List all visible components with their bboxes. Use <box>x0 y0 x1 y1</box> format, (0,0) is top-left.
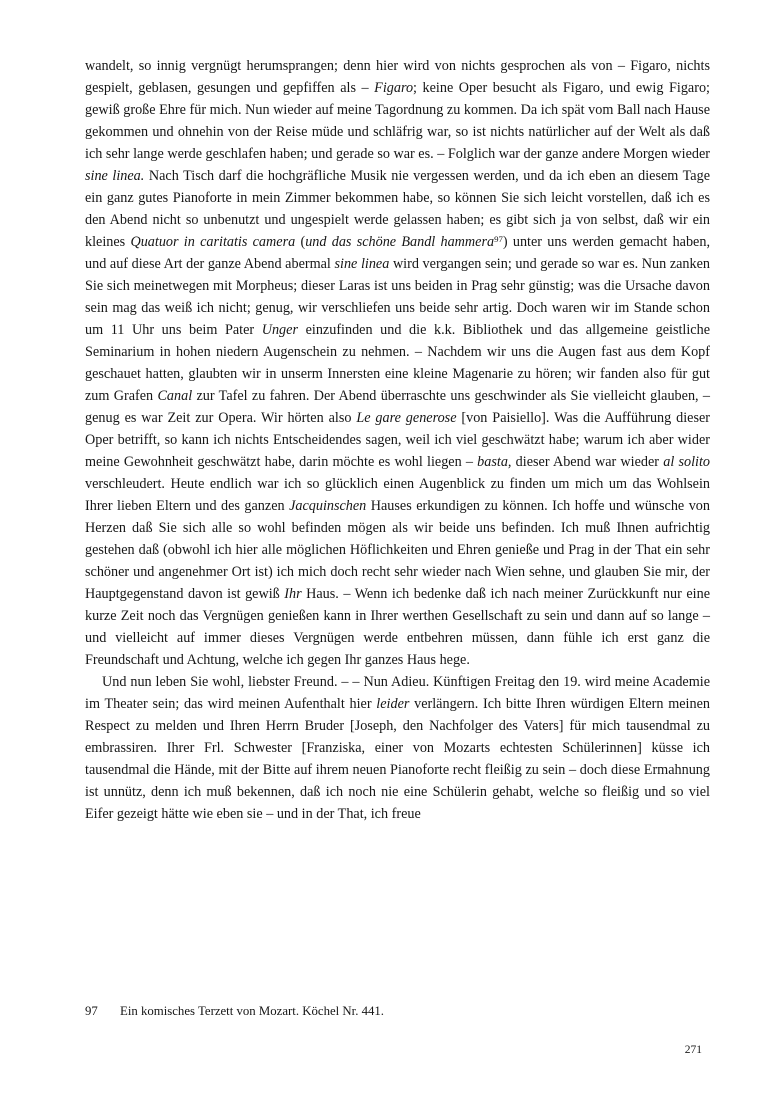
text-run-italic: Le gare generose <box>356 410 457 426</box>
text-run: dieser Abend war wieder <box>511 454 664 470</box>
letter-paragraph <box>85 671 710 825</box>
text-run-italic: leider <box>376 696 410 712</box>
text-run: verschleudert. Heute endlich war ich so glücklich einen Augenblick zu finden um mich um das Wohlsein Ihrer lieben Eltern und des ganzen <box>85 476 710 514</box>
text-run: wird vergangen sein; und gerade so war es. Nun zanken Sie sich meinetwegen mit Morpheus; dieser Laras ist uns beiden in Prag sehr günstig; was die Ursache davon sein mag das weiß ich nicht; genug, wir verschliefen uns beide sehr artig. Doch waren wir im Stande schon um 11 Uhr uns beim Pater <box>85 256 710 338</box>
text-run: Nach Tisch darf die hochgräfliche Musik nie vergessen werden, und da ich eben an diesem Tage ein ganz gutes Pianoforte in mein Zimmer bekommen habe, so können Sie sich leicht vorstellen, daß ich es den Abend nicht so unbenutzt und ungespielt werde gelassen haben; es gibt sich ja von selbst, daß wir ein kleines <box>85 168 710 250</box>
text-run: einzufinden und die k.k. Bibliothek und das allgemeine geistliche Seminarium in hohen niedern Augenschein zu nehmen. – Nachdem wir uns die Augen fast aus dem Kopf geschauet hatten, glaubten wir in unserm Innersten eine kleine Magenarie zu hören; wir fanden also für gut zum Grafen <box>85 322 710 404</box>
text-run-italic: basta, <box>477 454 512 470</box>
text-run: Haus. – Wenn ich bedenke daß ich nach meiner Zurückkunft nur eine kurze Zeit noch das Vergnügen genießen kann in Ihrer werthen Gesellschaft zu sein und dann auf so lange – und vielleicht auf immer dieses Vergnügen werde entbehren müssen, dann fühle ich erst ganz die Freundschaft und Achtung, welche ich gegen Ihr ganzes Haus hege. <box>85 586 710 668</box>
text-run: ) unter uns werden gemacht haben, und auf diese Art der ganze Abend abermal <box>85 234 710 272</box>
text-run: Hauses erkundigen zu können. Ich hoffe und wünsche von Herzen daß Sie sich alle so wohl befinden mögen als wir beide uns befinden. Ich muß Ihnen aufrichtig gestehen daß (obwohl ich hier alle möglichen Höflichkeiten und Ehren genieße und Prag in der That ein sehr schöner und angenehmer Ort ist) ich mich doch recht sehr wieder nach Wien sehne, und glauben Sie mir, der Hauptgegenstand davon ist gewiß <box>85 498 710 602</box>
text-run: ( <box>295 234 306 250</box>
text-run-italic: sine linea. <box>85 168 145 184</box>
text-run-italic: Jacquinschen <box>289 498 367 514</box>
page-number: 271 <box>684 1044 702 1056</box>
letter-paragraph <box>85 55 710 671</box>
text-run-italic: al solito <box>663 454 710 470</box>
text-run: Und nun leben Sie wohl, liebster Freund. – – Nun Adieu. Künftigen Freitag den 19. wird meine Academie im Theater sein; das wird meinen Aufenthalt hier <box>85 674 710 712</box>
text-run-italic: Canal <box>157 388 193 404</box>
footnote-reference: 97 <box>494 233 503 244</box>
text-run-italic: und das schöne Bandl hammera <box>305 234 495 250</box>
text-run: [von Paisiello]. Was die Aufführung dieser Oper betrifft, so kann ich nichts Entscheidendes sagen, weil ich viel geschwätzt habe; warum ich aber wider meine Gewohnheit geschwätzt habe, darin möchte es wohl liegen – <box>85 410 710 470</box>
footnote-marker: 97 <box>85 1004 98 1018</box>
footnote <box>85 1003 710 1020</box>
letter-body <box>85 55 710 825</box>
text-run: wandelt, so innig vergnügt herumsprangen; denn hier wird von nichts gesprochen als von – Figaro, nichts gespielt, geblasen, gesungen und gepfiffen als – <box>85 58 710 96</box>
text-run: ; keine Oper besucht als Figaro, und ewig Figaro; gewiß große Ehre für mich. Nun wieder auf meine Tagordnung zu kommen. Da ich spät vom Ball nach Hause gekommen und ohnehin von der Reise müde und schläfrig war, so ist nichts natürlicher auf der Welt als daß ich sehr lange werde geschlafen haben; und gerade so war es. – Folglich war der ganze andere Morgen wieder <box>85 80 710 162</box>
text-run: verlängern. Ich bitte Ihren würdigen Eltern meinen Respect zu melden und Ihren Herrn Bruder [Joseph, den Nachfolger des Vaters] für mich tausendmal zu embrassiren. Ihrer Frl. Schwester [Franziska, einer von Mozarts echtesten Schülerinnen] küsse ich tausendmal die Hände, mit der Bitte auf ihrem neuen Pianoforte recht fleißig zu sein – doch diese Ermahnung ist unnütz, denn ich muß bekennen, daß ich noch nie eine Schülerin gehabt, welche so fleißig und so viel Eifer gezeigt hätte wie eben sie – und in der That, ich freue <box>85 696 710 822</box>
text-run-italic: Figaro <box>374 80 414 96</box>
text-run-italic: sine linea <box>334 256 390 272</box>
text-run-italic: Unger <box>261 322 298 338</box>
text-run-italic: Quatuor in caritatis camera <box>130 234 296 250</box>
text-run: zur Tafel zu fahren. Der Abend überraschte uns geschwinder als Sie vielleicht glauben, – genug es war Zeit zur Opera. Wir hörten also <box>85 388 710 426</box>
footnote-text: Ein komisches Terzett von Mozart. Köchel Nr. 441. <box>120 1004 384 1018</box>
text-run-italic: Ihr <box>284 586 302 602</box>
